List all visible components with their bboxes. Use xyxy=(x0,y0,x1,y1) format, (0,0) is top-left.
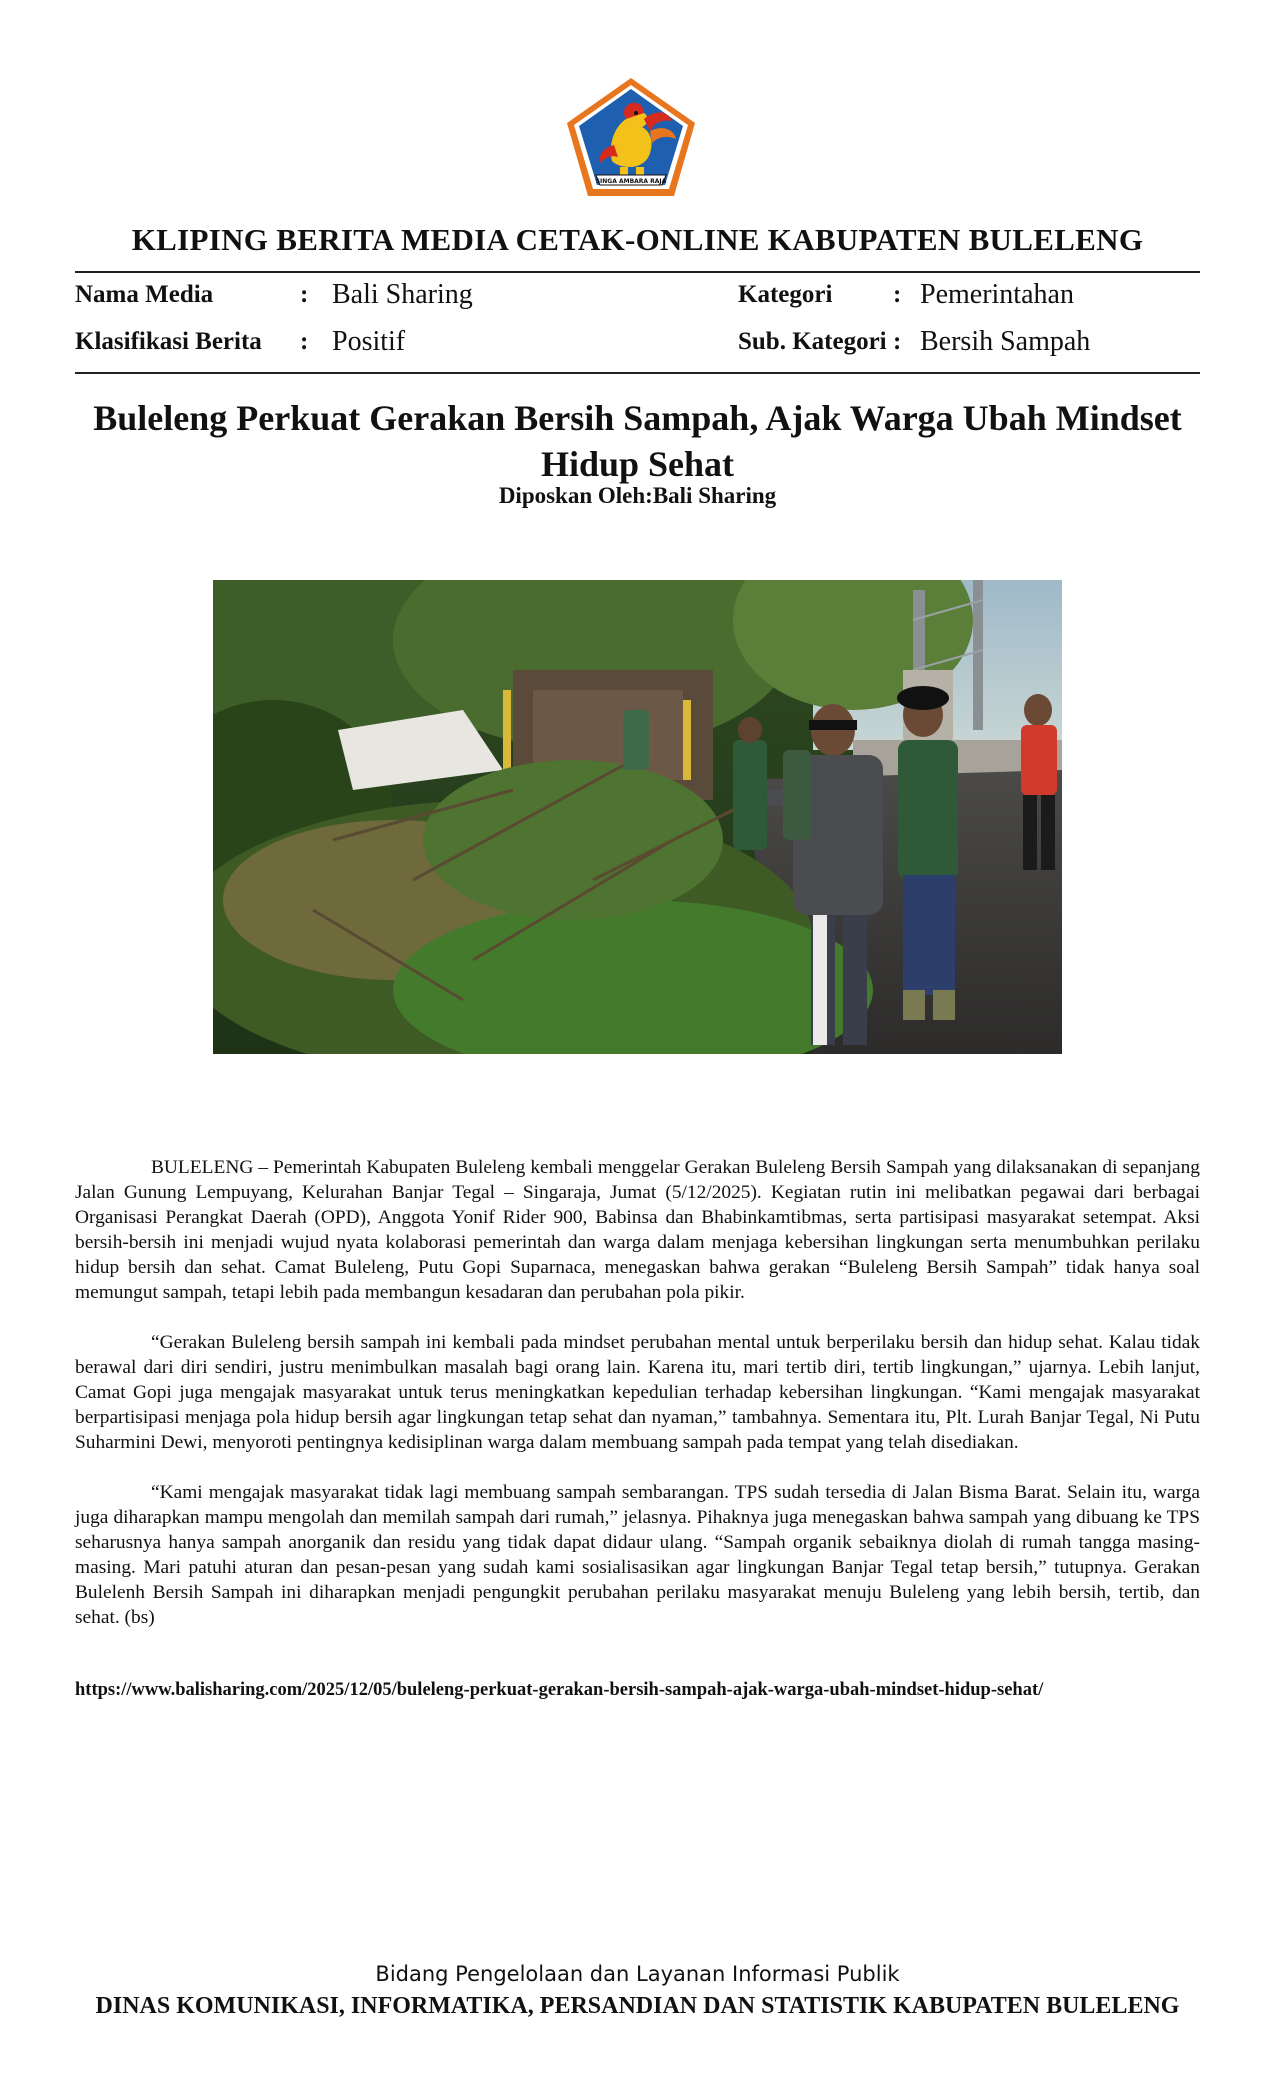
sub-kategori-label: Sub. Kategori xyxy=(738,328,887,355)
klasifikasi-berita-value: Positif xyxy=(332,326,406,357)
article-title-line-2: Hidup Sehat xyxy=(540,444,735,484)
news-photo-cleanup-icon xyxy=(213,580,1062,1054)
nama-media-value: Bali Sharing xyxy=(332,279,473,310)
sub-kategori-value: Bersih Sampah xyxy=(920,326,1091,357)
kategori-value: Pemerintahan xyxy=(920,279,1074,310)
sub-kategori-colon: : xyxy=(893,328,902,355)
logo-motto-text: SINGA AMBARA RAJA xyxy=(595,178,667,185)
kategori-label: Kategori xyxy=(738,281,833,308)
regency-emblem-logo xyxy=(564,75,698,199)
article-photo xyxy=(213,580,1062,1054)
nama-media-colon: : xyxy=(300,281,309,308)
kategori-colon: : xyxy=(893,281,902,308)
article-body xyxy=(75,1155,1200,1655)
article-paragraph-1: BULELENG – Pemerintah Kabupaten Buleleng kembali menggelar Gerakan Buleleng Bersih Sampah yang dilaksanakan di sepanjang Jalan Gunung Lempuyang, Kelurahan Banjar Tegal – Singaraja, Jumat (5/12/2025). Kegiatan rutin ini melibatkan pegawai dari berbagai Organisasi Perangkat Daerah (OPD), Anggota Yonif Rider 900, Babinsa dan Bhabinkamtibmas, serta partisipasi masyarakat setempat. Aksi bersih-bersih ini menjadi wujud nyata kolaborasi pemerintah dan warga dalam menjaga kebersihan lingkungan serta menumbuhkan perilaku hidup bersih dan sehat. Camat Buleleng, Putu Gopi Suparnaca, menegaskan bahwa gerakan “Buleleng Bersih Sampah” tidak hanya soal memungut sampah, tetapi lebih pada membangun kesadaran dan perubahan pola pikir. xyxy=(75,1157,1200,1303)
klasifikasi-berita-colon: : xyxy=(300,328,309,355)
article-title-line-1: Buleleng Perkuat Gerakan Bersih Sampah, Ajak Warga Ubah Mindset xyxy=(93,398,1182,438)
article-paragraph-3: “Kami mengajak masyarakat tidak lagi membuang sampah sembarangan. TPS sudah tersedia di Jalan Bisma Barat. Selain itu, warga juga diharapkan mampu mengolah dan memilah sampah dari rumah,” jelasnya. Pihaknya juga menegaskan bahwa sampah yang dibuang ke TPS seharusnya hanya sampah anorganik dan residu yang tidak dapat didaur ulang. “Sampah organik sebaiknya diolah di rumah tangga masing-masing. Mari patuhi aturan dan pesan-pesan yang sudah kami sosialisasikan agar lingkungan Banjar Tegal tetap bersih,” tutupnya. Gerakan Bulelenh Bersih Sampah ini diharapkan menjadi pengungkit perubahan perilaku masyarakat menuju Buleleng yang lebih bersih, tertib, dan sehat. (bs) xyxy=(75,1482,1200,1628)
article-paragraph-2: “Gerakan Buleleng bersih sampah ini kembali pada mindset perubahan mental untuk berperilaku bersih dan hidup sehat. Kalau tidak berawal dari diri sendiri, justru menimbulkan masalah bagi orang lain. Karena itu, mari tertib diri, tertib lingkungan,” ujarnya. Lebih lanjut, Camat Gopi juga mengajak masyarakat untuk terus meningkatkan kepedulian terhadap kebersihan lingkungan. “Kami mengajak masyarakat berpartisipasi menjaga pola hidup bersih agar lingkungan tetap sehat dan nyaman,” tambahnya. Sementara itu, Plt. Lurah Banjar Tegal, Ni Putu Suharmini Dewi, menyoroti pentingnya kedisiplinan warga dalam membuang sampah pada tempat yang telah disediakan. xyxy=(75,1332,1200,1453)
regency-pentagon-emblem-icon xyxy=(564,75,698,199)
klasifikasi-berita-label: Klasifikasi Berita xyxy=(75,328,262,355)
source-url-link[interactable]: https://www.balisharing.com/2025/12/05/buleleng-perkuat-gerakan-bersih-sampah-ajak-warga-ubah-mindset-hidup-sehat/ xyxy=(75,1680,1044,1700)
article-title xyxy=(75,395,1200,487)
header-divider-bottom xyxy=(75,372,1200,374)
nama-media-label: Nama Media xyxy=(75,281,214,308)
article-byline: Diposkan Oleh:Bali Sharing xyxy=(498,483,777,508)
footer-agency-title: DINAS KOMUNIKASI, INFORMATIKA, PERSANDIAN DAN STATISTIK KABUPATEN BULELENG xyxy=(95,1993,1180,2019)
footer-department-subtitle: Bidang Pengelolaan dan Layanan Informasi Publik xyxy=(375,1962,900,1986)
header-divider-top xyxy=(75,271,1200,273)
clipping-header-title: KLIPING BERITA MEDIA CETAK-ONLINE KABUPATEN BULELENG xyxy=(131,222,1144,257)
